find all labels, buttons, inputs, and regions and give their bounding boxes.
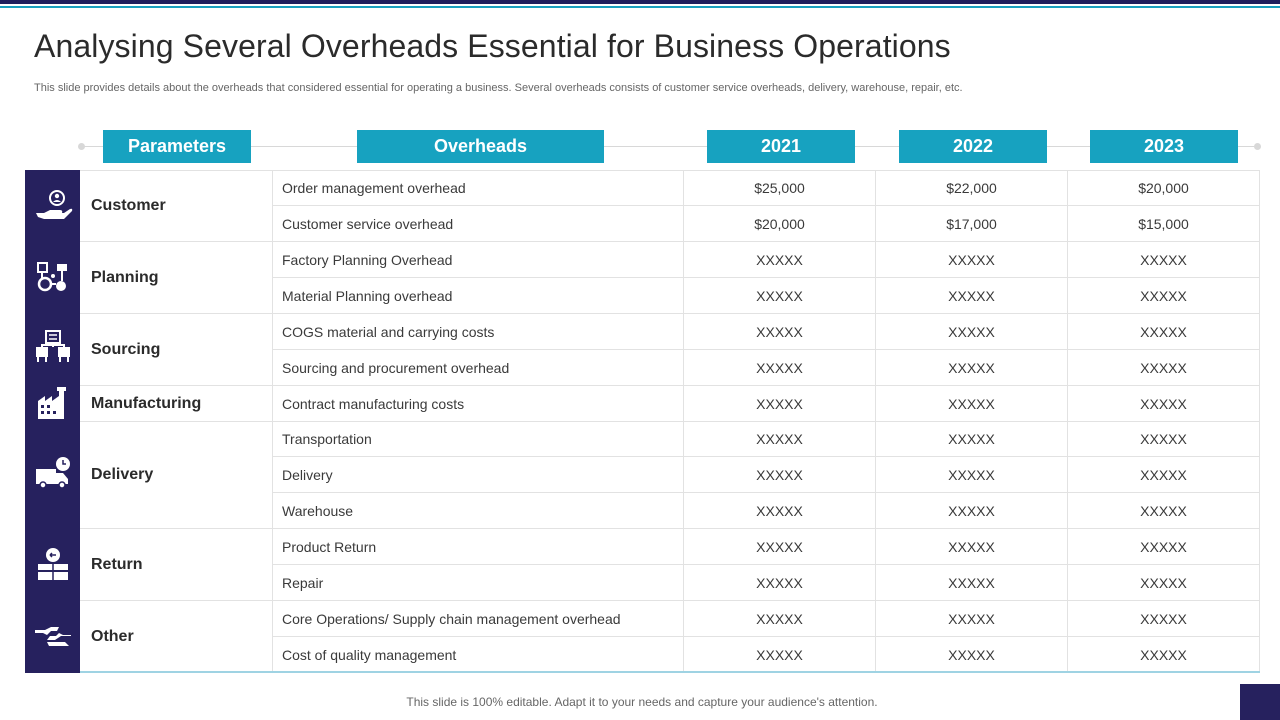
value-2023-cell: $15,000 bbox=[1068, 206, 1260, 241]
table-bottom-line bbox=[80, 671, 1260, 673]
overhead-cell: Transportation bbox=[273, 422, 684, 456]
slide-subtitle: This slide provides details about the overheads that considered essential for operating a business. Several overheads consists of customer service overheads, delivery, warehouse, repair, etc. bbox=[34, 82, 963, 94]
return-box-icon bbox=[33, 546, 73, 582]
value-2022-cell: $22,000 bbox=[876, 170, 1068, 205]
param-customer: Customer bbox=[80, 170, 273, 242]
value-2022-cell: XXXXX bbox=[876, 386, 1068, 421]
value-2021-cell: $20,000 bbox=[684, 206, 876, 241]
header-year-2021: 2021 bbox=[707, 130, 855, 163]
overhead-cell: Delivery bbox=[273, 457, 684, 492]
param-return: Return bbox=[80, 529, 273, 601]
value-2023-cell: XXXXX bbox=[1068, 278, 1260, 313]
value-2022-cell: XXXXX bbox=[876, 457, 1068, 492]
top-accent-line bbox=[0, 0, 1280, 4]
overhead-cell: Customer service overhead bbox=[273, 206, 684, 241]
header-overheads: Overheads bbox=[357, 130, 604, 163]
value-2022-cell: XXXXX bbox=[876, 529, 1068, 564]
factory-icon bbox=[33, 385, 73, 421]
header-connector-dot-left bbox=[78, 143, 85, 150]
overhead-cell: Product Return bbox=[273, 529, 684, 564]
delivery-truck-icon bbox=[33, 455, 73, 491]
slide-footer-note: This slide is 100% editable. Adapt it to your needs and capture your audience's attention. bbox=[406, 695, 878, 709]
header-parameters: Parameters bbox=[103, 130, 251, 163]
overhead-cell: Repair bbox=[273, 565, 684, 600]
value-2023-cell: XXXXX bbox=[1068, 242, 1260, 277]
value-2021-cell: XXXXX bbox=[684, 386, 876, 421]
param-delivery: Delivery bbox=[80, 422, 273, 529]
value-2022-cell: XXXXX bbox=[876, 278, 1068, 313]
value-2023-cell: XXXXX bbox=[1068, 493, 1260, 528]
param-manufacturing: Manufacturing bbox=[80, 386, 273, 422]
value-2023-cell: XXXXX bbox=[1068, 350, 1260, 385]
param-other: Other bbox=[80, 601, 273, 673]
table-row bbox=[273, 206, 1260, 242]
sourcing-network-icon bbox=[33, 330, 73, 366]
value-2021-cell: XXXXX bbox=[684, 350, 876, 385]
value-2022-cell: XXXXX bbox=[876, 637, 1068, 673]
value-2023-cell: XXXXX bbox=[1068, 565, 1260, 600]
overhead-cell: Contract manufacturing costs bbox=[273, 386, 684, 421]
value-2021-cell: XXXXX bbox=[684, 601, 876, 636]
table-row bbox=[273, 637, 1260, 673]
value-2023-cell: XXXXX bbox=[1068, 637, 1260, 673]
table-row bbox=[273, 493, 1260, 529]
value-2022-cell: XXXXX bbox=[876, 422, 1068, 456]
overhead-cell: Cost of quality management bbox=[273, 637, 684, 673]
table-row bbox=[273, 565, 1260, 601]
header-year-2022: 2022 bbox=[899, 130, 1047, 163]
value-2021-cell: XXXXX bbox=[684, 314, 876, 349]
value-2021-cell: XXXXX bbox=[684, 422, 876, 456]
value-2023-cell: XXXXX bbox=[1068, 457, 1260, 492]
overhead-cell: Core Operations/ Supply chain management overhead bbox=[273, 601, 684, 636]
value-2022-cell: XXXXX bbox=[876, 314, 1068, 349]
top-accent-line-thin bbox=[0, 6, 1280, 8]
header-connector-dot-right bbox=[1254, 143, 1261, 150]
overhead-cell: Material Planning overhead bbox=[273, 278, 684, 313]
slide-title: Analysing Several Overheads Essential for Business Operations bbox=[34, 28, 951, 64]
value-2022-cell: XXXXX bbox=[876, 350, 1068, 385]
value-2021-cell: $25,000 bbox=[684, 170, 876, 205]
table-row bbox=[273, 314, 1260, 350]
value-2021-cell: XXXXX bbox=[684, 278, 876, 313]
value-2023-cell: XXXXX bbox=[1068, 314, 1260, 349]
value-2022-cell: XXXXX bbox=[876, 242, 1068, 277]
value-2021-cell: XXXXX bbox=[684, 242, 876, 277]
table-row bbox=[273, 170, 1260, 206]
overhead-cell: Sourcing and procurement overhead bbox=[273, 350, 684, 385]
table-row bbox=[273, 422, 1260, 457]
table-row bbox=[273, 242, 1260, 278]
value-2022-cell: XXXXX bbox=[876, 565, 1068, 600]
value-2022-cell: XXXXX bbox=[876, 601, 1068, 636]
table-row bbox=[273, 350, 1260, 386]
table-row bbox=[273, 278, 1260, 314]
value-2021-cell: XXXXX bbox=[684, 493, 876, 528]
table-row bbox=[273, 457, 1260, 493]
value-2023-cell: $20,000 bbox=[1068, 170, 1260, 205]
table-row bbox=[273, 601, 1260, 637]
icon-sidebar bbox=[25, 170, 80, 673]
param-planning: Planning bbox=[80, 242, 273, 314]
table-row bbox=[273, 529, 1260, 565]
value-2022-cell: XXXXX bbox=[876, 493, 1068, 528]
value-2021-cell: XXXXX bbox=[684, 529, 876, 564]
header-year-2023: 2023 bbox=[1090, 130, 1238, 163]
value-2023-cell: XXXXX bbox=[1068, 422, 1260, 456]
overhead-cell: Order management overhead bbox=[273, 170, 684, 205]
value-2023-cell: XXXXX bbox=[1068, 601, 1260, 636]
customer-hand-icon bbox=[33, 189, 73, 225]
value-2021-cell: XXXXX bbox=[684, 565, 876, 600]
corner-accent-block bbox=[1240, 684, 1280, 720]
value-2021-cell: XXXXX bbox=[684, 637, 876, 673]
value-2021-cell: XXXXX bbox=[684, 457, 876, 492]
table-row bbox=[273, 386, 1260, 422]
param-sourcing: Sourcing bbox=[80, 314, 273, 386]
handshake-icon bbox=[33, 618, 73, 654]
value-2022-cell: $17,000 bbox=[876, 206, 1068, 241]
overhead-cell: COGS material and carrying costs bbox=[273, 314, 684, 349]
value-2023-cell: XXXXX bbox=[1068, 386, 1260, 421]
overhead-cell: Warehouse bbox=[273, 493, 684, 528]
value-2023-cell: XXXXX bbox=[1068, 529, 1260, 564]
planning-gears-icon bbox=[33, 260, 73, 296]
overhead-cell: Factory Planning Overhead bbox=[273, 242, 684, 277]
header-connector-line bbox=[80, 146, 1258, 147]
